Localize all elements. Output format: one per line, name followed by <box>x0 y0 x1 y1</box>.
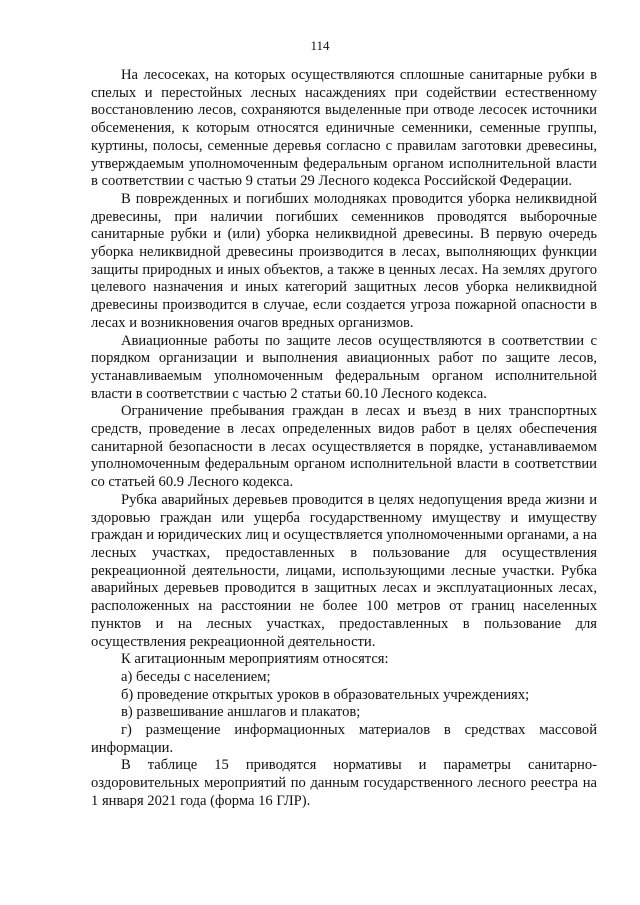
paragraph-campaign-intro: К агитационным мероприятиям относятся: <box>121 651 389 668</box>
list-item-b: б) проведение открытых уроков в образовательных учреждениях; <box>121 686 530 703</box>
paragraph-hazard-trees: Рубка аварийных деревьев проводится в целях недопущения вреда жизни и здоровью граждан или ущерба государственному имуществу и имуществу граждан и юридических лиц и осуществляется уполномоченными органами, а на лесных участках, предоставленных в пользование для осуществления рекреационной деятельности, лицами, использующими лесные участки. Рубка аварийных деревьев проводится в защитных лесах и эксплуатационных лесах, расположенных на расстоянии не более 100 метров от границ населенных пунктов и на лесных участках, предоставленных в пользование для осуществления рекреационной деятельности. <box>91 491 597 650</box>
paragraph-aviation-works: Авиационные работы по защите лесов осуществляются в соответствии с порядком организации и выполнения авиационных работ по защите лесов, устанавливаемым уполномоченным федеральным органом исполнительной власти в соответствии с частью 2 статьи 60.10 Лесного кодекса. <box>91 332 597 402</box>
paragraph-access-restriction: Ограничение пребывания граждан в лесах и въезд в них транспортных средств, проведение в лесах определенных видов работ в целях обеспечения санитарной безопасности в лесах осуществляется в порядке, устанавливаемом уполномоченным федеральным органом исполнительной власти в соответствии со статьей 60.9 Лесного кодекса. <box>91 403 597 491</box>
paragraph-young-stands-cleanup: В поврежденных и погибших молодняках проводится уборка неликвидной древесины, при наличии погибших семенников проводятся выборочные санитарные рубки и (или) уборка неликвидной древесины. В первую очередь уборка неликвидной древесины производится в лесах, выполняющих функции защиты природных и иных объектов, а также в ценных лесах. На землях другого целевого назначения и иных категорий защитных лесов уборка неликвидной древесины производится в случае, если создается угроза пожарной опасности в лесах и возникновения очагов вредных организмов. <box>91 190 597 331</box>
paragraph-table-reference: В таблице 15 приводятся нормативы и параметры санитарно-оздоровительных мероприятий по данным государственного лесного реестра на 1 января 2021 года (форма 16 ГЛР). <box>91 757 597 809</box>
document-body <box>91 67 597 811</box>
page-number: 114 <box>310 38 330 53</box>
list-item-g: г) размещение информационных материалов в средствах массовой информации. <box>91 722 597 756</box>
list-item-a: а) беседы с населением; <box>121 668 271 685</box>
paragraph-sanitary-felling: На лесосеках, на которых осуществляются сплошные санитарные рубки в спелых и перестойных лесных насаждениях при содействии естественному восстановлению лесов, сохраняются выделенные при отводе лесосек источники обсеменения, к которым относятся единичные семенники, семенные группы, куртины, полосы, семенные деревья согласно с правилам заготовки древесины, утверждаемым уполномоченным федеральным органом исполнительной власти в соответствии с частью 9 статьи 29 Лесного кодекса Российской Федерации. <box>91 67 597 190</box>
list-item-v: в) развешивание аншлагов и плакатов; <box>121 704 361 721</box>
